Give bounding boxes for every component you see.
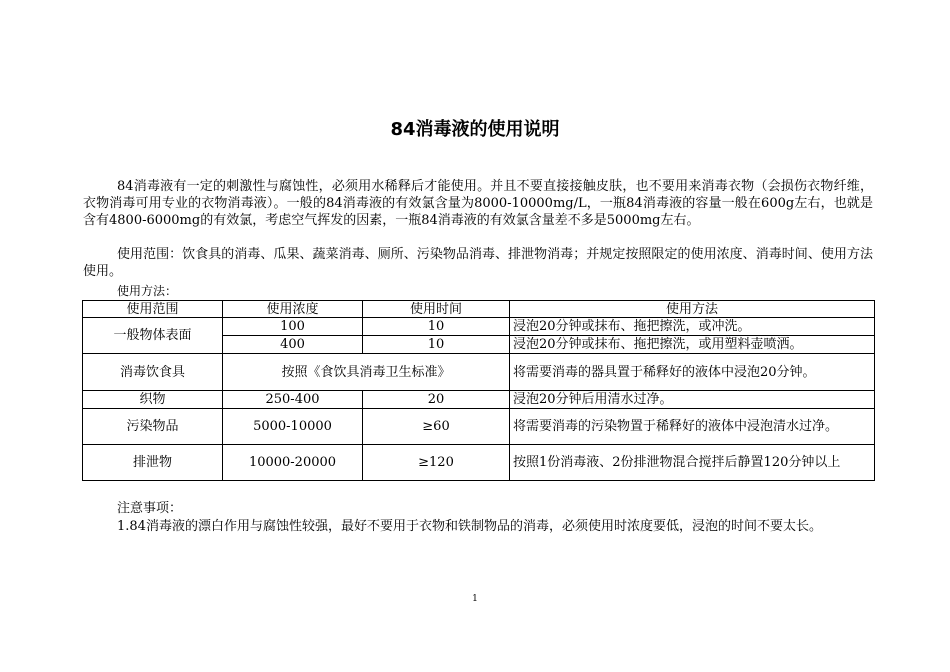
concentration-cell: 5000-10000	[223, 409, 363, 445]
scope-cell: 一般物体表面	[83, 318, 223, 354]
header-scope: 使用范围	[83, 301, 223, 318]
document-title: 84消毒液的使用说明	[390, 119, 560, 140]
time-cell: 20	[363, 391, 510, 409]
time-cell: 10	[363, 318, 510, 336]
intro-paragraph: 84消毒液有一定的刺激性与腐蚀性，必须用水稀释后才能使用。并且不要直接接触皮肤，也不要用来消毒衣物（会损伤衣物纤维，衣物消毒可用专业的衣物消毒液）。一般的84消毒液的有效氯含量为8000-10000mg/L，一瓶84消毒液的容量一般在600g左右，也就是含有4800-6000mg的有效氯，考虑空气挥发的因素，一瓶84消毒液的有效氯含量差不多是5000mg左右。	[83, 179, 873, 228]
note-paragraph: 1.84消毒液的漂白作用与腐蚀性较强，最好不要用于衣物和铁制物品的消毒，必须使用时浓度要低，浸泡的时间不要太长。	[117, 519, 822, 534]
table-row	[83, 445, 875, 481]
table-row	[83, 354, 875, 391]
table-header-row	[83, 301, 875, 318]
table-row	[83, 318, 875, 336]
method-cell: 浸泡20分钟或抹布、拖把擦洗，或冲洗。	[510, 318, 875, 336]
header-concentration: 使用浓度	[223, 301, 363, 318]
time-cell: 10	[363, 336, 510, 354]
scope-paragraph: 使用范围：饮食具的消毒、瓜果、蔬菜消毒、厕所、污染物品消毒、排泄物消毒；并规定按照限定的使用浓度、消毒时间、使用方法使用。	[83, 247, 873, 279]
scope-cell: 污染物品	[83, 409, 223, 445]
method-cell: 浸泡20分钟或抹布、拖把擦洗，或用塑料壶喷洒。	[510, 336, 875, 354]
concentration-cell: 100	[223, 318, 363, 336]
table-row	[83, 409, 875, 445]
method-cell: 将需要消毒的污染物置于稀释好的液体中浸泡清水过净。	[510, 409, 875, 445]
table-row	[83, 391, 875, 409]
method-cell: 按照1份消毒液、2份排泄物混合搅拌后静置120分钟以上	[510, 445, 875, 481]
page-number: 1	[472, 594, 478, 604]
usage-table	[82, 300, 875, 481]
standard-cell: 按照《食饮具消毒卫生标准》	[223, 354, 510, 391]
scope-cell: 织物	[83, 391, 223, 409]
method-cell: 将需要消毒的器具置于稀释好的液体中浸泡20分钟。	[510, 354, 875, 391]
header-method: 使用方法	[510, 301, 875, 318]
notes-heading: 注意事项：	[117, 501, 183, 516]
concentration-cell: 400	[223, 336, 363, 354]
scope-cell: 消毒饮食具	[83, 354, 223, 391]
concentration-cell: 10000-20000	[223, 445, 363, 481]
time-cell: ≥60	[363, 409, 510, 445]
header-time: 使用时间	[363, 301, 510, 318]
method-label: 使用方法：	[117, 284, 178, 298]
time-cell: ≥120	[363, 445, 510, 481]
concentration-cell: 250-400	[223, 391, 363, 409]
method-cell: 浸泡20分钟后用清水过净。	[510, 391, 875, 409]
scope-cell: 排泄物	[83, 445, 223, 481]
